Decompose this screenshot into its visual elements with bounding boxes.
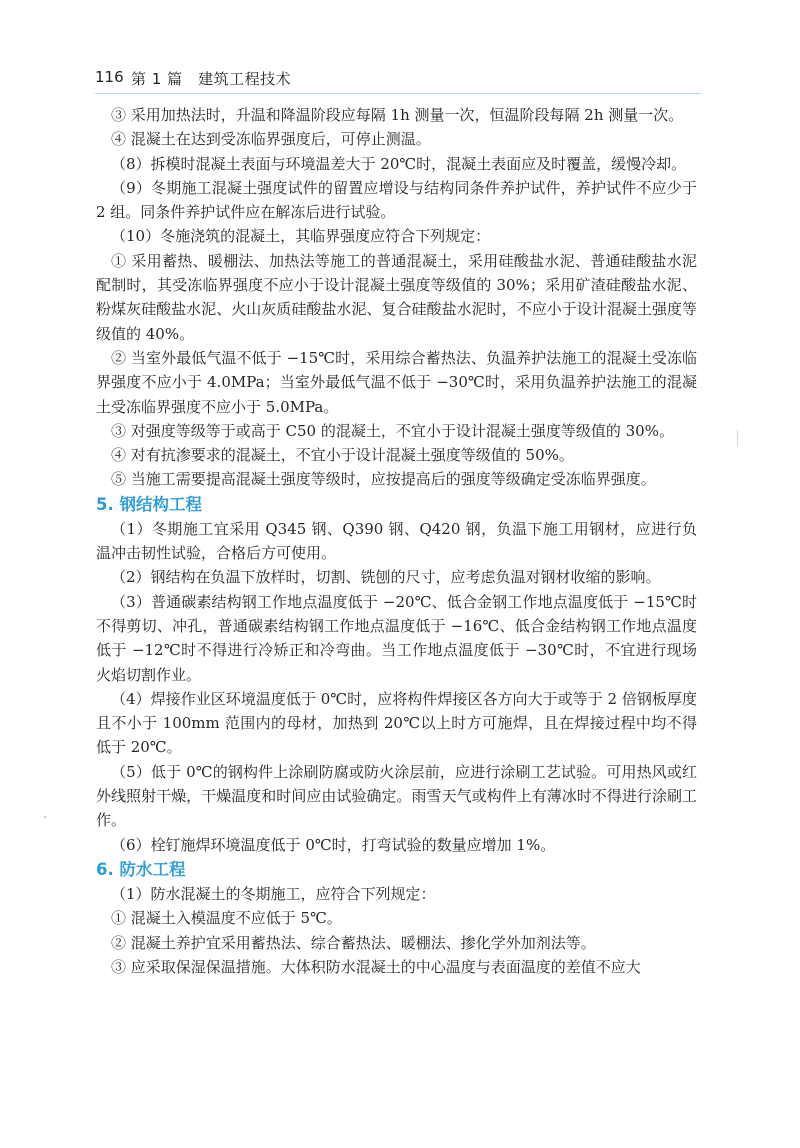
paragraph: ① 混凝土入模温度不应低于 5℃。 [111,909,342,928]
section-heading: 5. 钢结构工程 [96,494,202,514]
paragraph: （5）低于 0℃的钢构件上涂刷防腐或防火涂层前，应进行涂刷工艺试验。可用热风或红外线照射干燥，干燥温度和时间应由试验确定。雨雪天气或构件上有薄冰时不得进行涂刷工作。 [96,762,697,830]
header-divider [95,93,701,94]
margin-speck [737,430,738,446]
paragraph: ③ 应采取保湿保温措施。大体积防水混凝土的中心温度与表面温度的差值不应大 [111,957,641,976]
paragraph: ② 混凝土养护宜采用蓄热法、综合蓄热法、暖棚法、掺化学外加剂法等。 [111,933,596,952]
page-header [95,64,701,94]
paragraph: （4）焊接作业区环境温度低于 0℃时，应将构件焊接区各方向大于或等于 2 倍钢板厚度且不小于 100mm 范围内的母材，加热到 20℃以上时方可施焊，且在焊接过程中均不得低于 20℃。 [96,689,697,757]
paragraph: ④ 对有抗渗要求的混凝土，不宜小于设计混凝土强度等级值的 50%。 [111,446,574,465]
paragraph: ④ 混凝土在达到受冻临界强度后，可停止测温。 [111,130,431,149]
paragraph: ② 当室外最低气温不低于 −15℃时，采用综合蓄热法、负温养护法施工的混凝土受冻临界强度不应小于 4.0MPa；当室外最低气温不低于 −30℃时，采用负温养护法施工的混凝土受冻临界强度不应小于 5.0MPa。 [96,348,697,416]
paragraph: （8）拆模时混凝土表面与环境温差大于 20℃时，混凝土表面应及时覆盖，缓慢冷却。 [111,154,687,173]
paragraph: （9）冬期施工混凝土强度试件的留置应增设与结构同条件养护试件，养护试件不应少于 2 组。同条件养护试件应在解冻后进行试验。 [96,178,697,222]
paragraph: （3）普通碳素结构钢工作地点温度低于 −20℃、低合金钢工作地点温度低于 −15℃时不得剪切、冲孔，普通碳素结构钢工作地点温度低于 −16℃、低合金结构钢工作地点温度低于 −12℃时不得进行冷矫正和冷弯曲。当工作地点温度低于 −30℃时，不宜进行现场火焰切割作业。 [96,592,697,684]
section-heading: 6. 防水工程 [96,859,186,879]
paragraph: （10）冬施浇筑的混凝土，其临界强度应符合下列规定： [111,227,491,246]
margin-speck [44,816,46,818]
paragraph: （2）钢结构在负温下放样时，切割、铣刨的尺寸，应考虑负温对钢材收缩的影响。 [111,568,661,587]
paragraph: （1）防水混凝土的冬期施工，应符合下列规定： [111,884,436,903]
page-number: 116 [95,68,124,86]
paragraph: ⑤ 当施工需要提高混凝土强度等级时，应按提高后的强度等级确定受冻临界强度。 [111,470,656,489]
paragraph: ③ 采用加热法时，升温和降温阶段应每隔 1h 测量一次，恒温阶段每隔 2h 测量一次。 [111,106,684,124]
paragraph: （6）栓钉施焊环境温度低于 0℃时，打弯试验的数量应增加 1%。 [111,835,556,854]
paragraph: ① 采用蓄热、暖棚法、加热法等施工的普通混凝土，采用硅酸盐水泥、普通硅酸盐水泥配制时，其受冻临界强度不应小于设计混凝土强度等级值的 30%；采用矿渣硅酸盐水泥、粉煤灰硅酸盐水泥、火山灰质硅酸盐水泥、复合硅酸盐水泥时，不应小于设计混凝土强度等级值的 40%。 [96,251,697,343]
chapter-title: 第 1 篇 建筑工程技术 [131,70,292,88]
paragraph: ③ 对强度等级等于或高于 C50 的混凝土，不宜小于设计混凝土强度等级值的 30%。 [111,421,674,440]
body-text [96,103,697,979]
paragraph: （1）冬期施工宜采用 Q345 钢、Q390 钢、Q420 钢，负温下施工用钢材，应进行负温冲击韧性试验，合格后方可使用。 [96,519,697,563]
